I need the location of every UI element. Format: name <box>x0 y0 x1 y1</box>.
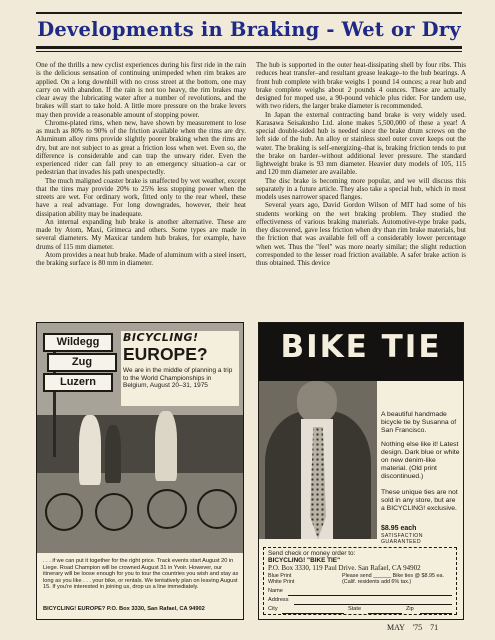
paragraph: An internal expanding hub brake is another alternative. These are made by Atom, Maxi, Grimeca and others. Some types are made in several diameters. My Maxicar tandem hub brakes, for example, have drums of 115 mm diameter. <box>36 217 246 251</box>
cyclist-figure <box>105 425 121 483</box>
paragraph: Several years ago, David Gordon Wilson of MIT had some of his students working on the wet braking problem. They studied the effectiveness of various braking materials. Automotive-type brake pads, they discovered, gave less friction when dry than rim brake materials, but the friction that was available fell off a considerably lower percentage when wet. Thus the "feel" was more nearly similar; the slight reduction corresponded to the lesser road friction available. A safer brake action is thus obtained. This device <box>256 201 466 267</box>
paragraph: One of the thrills a new cyclist experiences during his first ride in the rain is the delicious sensation of continuing unimpeded when rim brakes are applied. On a long downhill with no cross street at the bottom, one may carry on with abandon. If the rain is not too heavy, the rim brakes may clear away the lubricating water after a number of revolutions, and the brakes will start to take hold. A little more pressure on the brake levers may then provide a reasonable amount of stopping power. <box>36 61 246 119</box>
header-rule-bottom-thin <box>36 51 462 52</box>
ad-copy: Nothing else like it! Latest design. Dark blue or white on new denim-like material. (Old print discontinued.) <box>381 441 460 480</box>
coupon-city-label: City <box>268 606 278 612</box>
paragraph: Atom provides a neat hub brake. Made of aluminum with a steel insert, the braking surface is 80 mm in diameter. <box>36 250 246 267</box>
paragraph: In Japan the external contracting band brake is very widely used. Karasawa Seisakusho Ltd. alone makes 5,500,000 of these a year! A special double-sided hub is needed since the brake drum screws on the left side of the hub. An alloy or stainless steel outer cover keeps out the water. The braking is self-energizing–that is, braking friction tends to put the brake on harder–without additional lever pressure. The standard lightweight brake is 93 mm diameter. Heavier duty models of 105, 115 and 120 mm diameter are available. <box>256 110 466 177</box>
coupon-address-label: Address <box>268 597 289 603</box>
coupon-option-white[interactable]: White Print <box>268 579 295 585</box>
paragraph: Chrome-plated rims, when new, have shown by measurement to lose as much as 80% to 90% of the friction available when the rims are dry. Aluminum alloy rims provide slightly poorer braking when the rims are dry, but are not subject to as great a friction loss when wet. Even so, the difference is considerable and can trap the unwary rider. Even the experienced rider can fall prey to an emergency situation–a car or pedestrian that invades his path unexpectedly. <box>36 118 246 177</box>
paragraph: The much maligned coaster brake is unaffected by wet weather, except that the tires may provide 20% to 25% less stopping power when the streets are wet. For ordinary work, fitted only to the rear wheel, these have a real advantage. For long downgrades, however, their heat dissipation ability may be inadequate. <box>36 176 246 218</box>
paragraph: The disc brake is becoming more popular, and we will discuss this separately in a future article. They also take a special hub, which in most models uses narrower spaced flanges. <box>256 176 466 201</box>
coupon-tax-note: (Calif. residents add 6% tax.) <box>342 579 412 585</box>
coupon-state-field[interactable] <box>368 613 402 614</box>
ad-guarantee: SATISFACTION GUARANTEED <box>381 533 423 545</box>
ad-headline: EUROPE? <box>123 344 208 364</box>
ad-price: $8.95 each <box>381 525 417 532</box>
coupon-instruction: Send check or money order to: <box>268 550 356 557</box>
ad-intro: We are in the middle of planning a trip to the World Championships in Belgium, August 20–31, 1975 <box>123 367 233 390</box>
europe-trip-ad <box>36 322 244 620</box>
header-rule-bottom-thick <box>36 46 462 49</box>
man-with-tie-photo <box>259 381 377 539</box>
paragraph: The hub is supported in the outer heat-dissipating shell by four ribs. This reduces heat transfer–and resultant grease leakage–to the hub bearings. A front hub complete with brake weighs 1 pound 14 ounces; a rear hub and brake complete weighs about 2 pounds 4 ounces. These are actually designed for moped use, a 90-pound vehicle plus rider. For tandem use, with two riders, the larger brake diameter is recommended. <box>256 61 466 111</box>
article-column-left <box>36 61 246 267</box>
bicycle-wheel <box>45 493 83 531</box>
header-rule-top <box>36 12 462 14</box>
bike-tie-ad <box>258 322 464 620</box>
coupon-recipient: BICYCLING! "BIKE TIE" <box>268 557 341 564</box>
ad-footnote: . . . if we can put it together for the right price. Track events start August 20 in Liege. Road Champion will be crowned August 31 in Yvoir. However, our itinerary will be loose enough for you to tour the countries you wish and stay as long as you like . . . your bike, or rentals. We tentatively plan on leaving August 15. If you're interested in joining us, drop us a line immediately. <box>43 558 239 591</box>
order-coupon <box>263 547 457 615</box>
page-folio: MAY '75 71 <box>387 623 439 632</box>
coupon-zip-label: Zip <box>406 606 414 612</box>
coupon-name-label: Name <box>268 588 283 594</box>
coupon-address-field[interactable] <box>294 604 452 605</box>
bicycle-wheel <box>95 493 133 531</box>
road-sign: Luzern <box>43 373 113 392</box>
bicycle-wheel <box>197 489 237 529</box>
coupon-address: P.O. Box 3330, 119 Paul Drive. San Rafael, CA 94902 <box>268 564 421 572</box>
road-sign: Zug <box>47 353 117 372</box>
article-column-right <box>256 61 466 267</box>
cyclist-figure <box>79 415 101 485</box>
ad-address: BICYCLING! EUROPE? P.O. Box 3330, San Rafael, CA 94902 <box>43 606 205 612</box>
ad-banner-title: BIKE TIE <box>280 329 442 365</box>
ad-copy: A beautiful handmade bicycle tie by Susanna of San Francisco. <box>381 411 457 434</box>
bicycle-wheel <box>147 489 187 529</box>
coupon-name-field[interactable] <box>288 595 452 596</box>
ad-copy: These unique ties are not sold in any store, but are a BICYCLING! exclusive. <box>381 489 458 512</box>
coupon-city-field[interactable] <box>282 613 344 614</box>
ad-banner <box>259 323 463 381</box>
coupon-state-label: State <box>348 606 362 612</box>
cyclists-photo <box>37 323 243 553</box>
photo-trees <box>37 415 243 475</box>
coupon-quantity-note: Please send ______ Bike ties @ $8.95 ea. <box>342 573 444 579</box>
article-title: Developments in Braking - Wet or Dry <box>37 18 461 41</box>
photo-face <box>297 381 337 423</box>
coupon-option-blue[interactable]: Blue Print <box>268 573 292 579</box>
magazine-brand: BICYCLING! <box>123 331 199 344</box>
cyclist-figure <box>155 411 177 481</box>
road-sign: Wildegg <box>43 333 113 352</box>
coupon-zip-field[interactable] <box>420 613 452 614</box>
